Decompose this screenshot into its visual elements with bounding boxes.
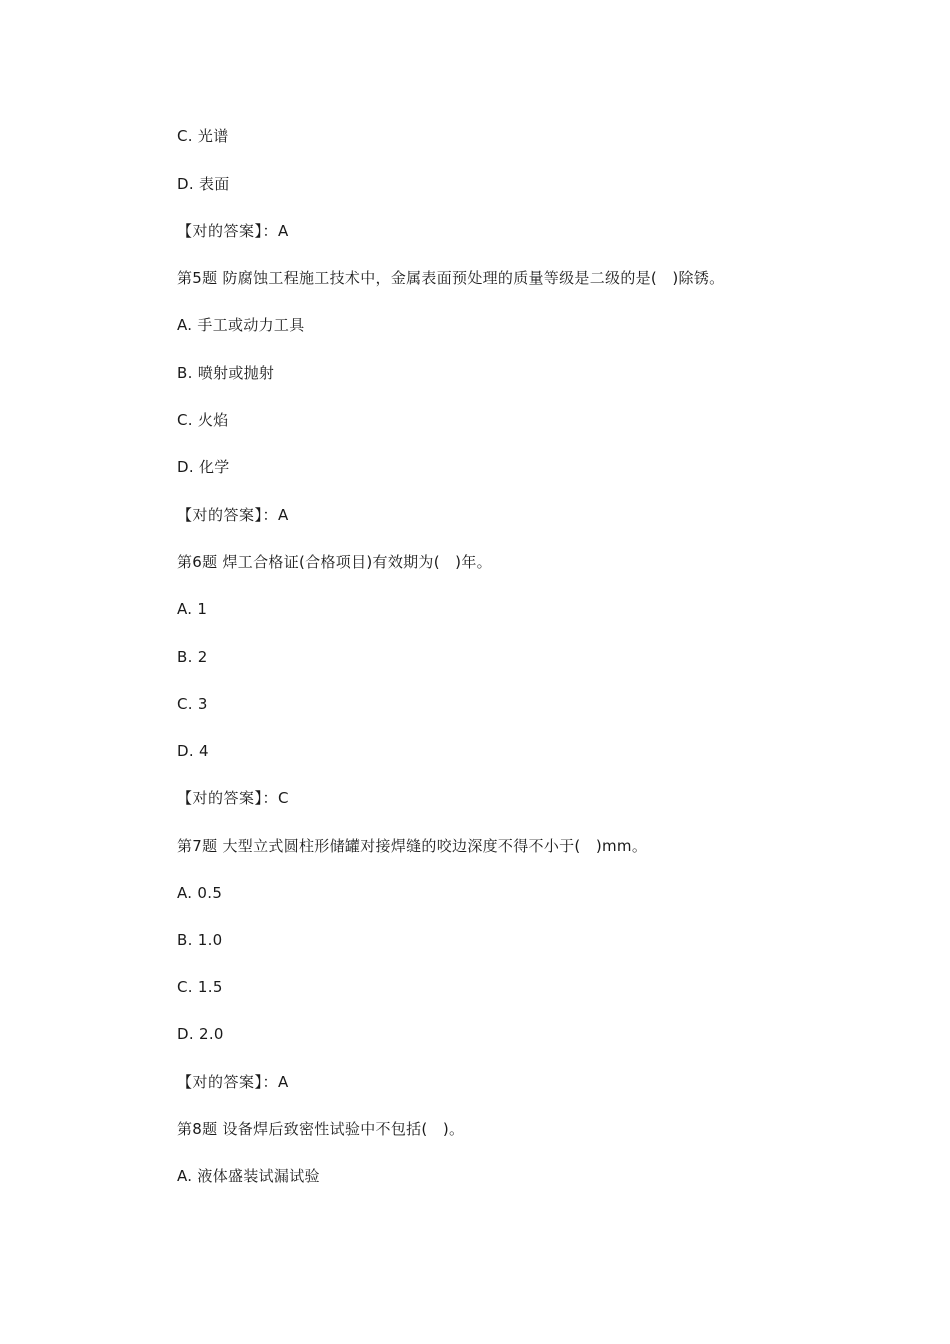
answer-line: 【对的答案】：A bbox=[177, 222, 289, 240]
option-line: C. 光谱 bbox=[177, 127, 229, 145]
option-line: B. 1.0 bbox=[177, 931, 223, 949]
option-line: C. 火焰 bbox=[177, 411, 229, 429]
option-line: D. 4 bbox=[177, 742, 209, 760]
option-line: A. 1 bbox=[177, 600, 208, 618]
answer-line: 【对的答案】：A bbox=[177, 1073, 289, 1091]
question-line: 第5题 防腐蚀工程施工技术中，金属表面预处理的质量等级是二级的是( )除锈。 bbox=[177, 269, 725, 287]
option-line: B. 2 bbox=[177, 648, 208, 666]
option-line: D. 表面 bbox=[177, 175, 230, 193]
answer-line: 【对的答案】：C bbox=[177, 789, 289, 807]
option-line: C. 1.5 bbox=[177, 978, 223, 996]
question-line: 第8题 设备焊后致密性试验中不包括( )。 bbox=[177, 1120, 465, 1138]
option-line: C. 3 bbox=[177, 695, 208, 713]
question-line: 第7题 大型立式圆柱形储罐对接焊缝的咬边深度不得不小于( )mm。 bbox=[177, 837, 648, 855]
answer-line: 【对的答案】：A bbox=[177, 506, 289, 524]
option-line: A. 0.5 bbox=[177, 884, 223, 902]
option-line: D. 化学 bbox=[177, 458, 230, 476]
question-line: 第6题 焊工合格证(合格项目)有效期为( )年。 bbox=[177, 553, 492, 571]
option-line: A. 手工或动力工具 bbox=[177, 316, 305, 334]
option-line: B. 喷射或抛射 bbox=[177, 364, 275, 382]
option-line: A. 液体盛装试漏试验 bbox=[177, 1167, 320, 1185]
option-line: D. 2.0 bbox=[177, 1025, 224, 1043]
